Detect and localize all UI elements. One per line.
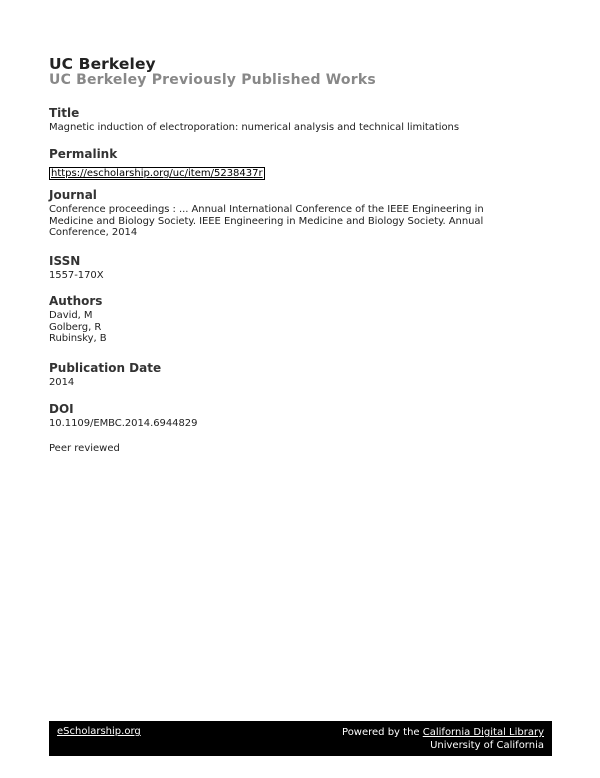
authors-label: Authors (49, 294, 103, 308)
permalink-field (49, 147, 549, 180)
peer-reviewed-status: Peer reviewed (49, 443, 120, 454)
journal-line: Conference, 2014 (49, 227, 138, 238)
issn-field (49, 254, 549, 282)
title-value: Magnetic induction of electroporation: numerical analysis and technical limitations (49, 122, 459, 133)
author-item: Rubinsky, B (49, 333, 107, 344)
powered-by-text: Powered by the (342, 727, 423, 738)
title-label: Title (49, 106, 80, 120)
footer-bar (49, 721, 552, 756)
title-field (49, 106, 549, 134)
university-name: University of California (430, 740, 544, 751)
series-name: UC Berkeley Previously Published Works (49, 72, 376, 88)
footer-credits (342, 726, 544, 752)
publication-date-field (49, 361, 549, 389)
journal-field (49, 188, 549, 239)
authors-field (49, 294, 549, 345)
issn-label: ISSN (49, 254, 81, 268)
author-item: David, M (49, 310, 93, 321)
publication-date-label: Publication Date (49, 361, 162, 375)
institution-name: UC Berkeley (49, 55, 156, 73)
doi-field (49, 402, 549, 430)
author-item: Golberg, R (49, 321, 102, 333)
escholarship-link[interactable]: eScholarship.org (57, 726, 141, 737)
journal-line: Medicine and Biology Society. IEEE Engineering in Medicine and Biology Society. Annual (49, 215, 484, 227)
journal-value (49, 204, 549, 239)
doi-label: DOI (49, 402, 74, 416)
journal-line: Conference proceedings : ... Annual International Conference of the IEEE Engineering in (49, 204, 484, 215)
journal-label: Journal (49, 188, 97, 202)
cdl-link[interactable]: California Digital Library (422, 727, 544, 738)
doi-value: 10.1109/EMBC.2014.6944829 (49, 418, 198, 429)
permalink-link[interactable]: https://escholarship.org/uc/item/5238437r (51, 168, 263, 179)
issn-value: 1557-170X (49, 270, 104, 281)
authors-list (49, 310, 549, 345)
permalink-label: Permalink (49, 147, 118, 161)
publication-date-value: 2014 (49, 377, 75, 388)
